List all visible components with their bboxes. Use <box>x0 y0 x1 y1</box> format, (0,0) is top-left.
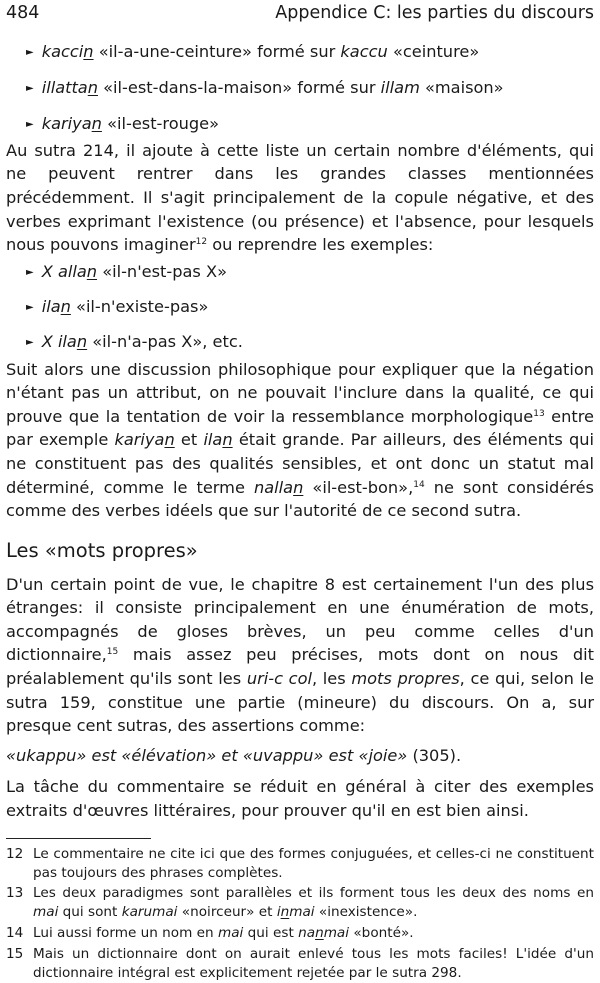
gloss: «il-est-rouge» <box>107 114 219 134</box>
list-item <box>26 112 594 137</box>
triangle-bullet-icon: ► <box>26 301 34 313</box>
base-term: illam <box>380 78 420 98</box>
term: X allan <box>41 261 98 281</box>
footnote-ref: 15 <box>106 647 119 658</box>
gloss: «il-a-une-ceinture» formé sur <box>98 42 336 61</box>
triangle-bullet-icon: ► <box>26 336 34 348</box>
triangle-bullet-icon: ► <box>26 47 34 58</box>
running-head <box>6 0 594 40</box>
footnote-ref: 12 <box>195 237 208 248</box>
footnotes <box>6 845 594 983</box>
list-item <box>26 295 594 320</box>
paragraph: Au sutra 214, il ajoute à cette liste un certain nombre d'éléments, qui ne peuvent rentrer dans les grandes classes mentionnées précédemment. Il s'agit principalement de la copule négative, et des verbes exprimant l'existence (ou présence) et l'absence, pour lesquels nous pouvons imaginer$^{12}$ ou reprendre les exemples: <box>6 140 594 255</box>
paragraph: Suit alors une discussion philosophique pour expliquer que la négation n'étant pas un attribut, on ne pouvait l'inclure dans la qualité, ce qui prouve que la tentation de voir la ressemblance morphologique$^{13}$ entre par exemple kariyan et ilan était grande. Par ailleurs, des éléments qui ne constituent pas des qualités sensibles, et ont donc un statut mal déterminé, comme le terme nallan «il-est-bon»,$^{14}$ ne sont considérés comme des verbes idéels que sur l'autorité de ce second sutra. <box>6 359 594 521</box>
example-list-1 <box>6 40 594 137</box>
gloss: «il-n'est-pas X» <box>97 261 227 281</box>
footnote: 14 Lui aussi forme un nom en mai qui est nanmai «bonté». <box>6 925 414 941</box>
term: kariyan <box>41 114 102 134</box>
paragraph: D'un certain point de vue, le chapitre 8 est certainement l'un des plus étranges: il consiste principalement en une énumération de mots, accompagnés de gloses brèves, un peu comme celles d'un dictionnaire,$^{15}$ mais assez peu précises, mots dont on nous dit préalablement qu'ils sont les uri-c col, les mots propres, ce qui, selon le sutra 159, constitue une partie (mineure) du discours. On a, sur presque cent sutras, des assertions comme: <box>6 574 594 736</box>
example-quote: «ukappu» est «élévation» et «uvappu» est «joie» (305). <box>6 745 462 765</box>
footnote: 12 Le commentaire ne cite ici que des formes conjuguées, et celles-ci ne constituent pas toujours des phrases complètes. <box>6 845 594 881</box>
base-gloss: «ceinture» <box>392 42 480 61</box>
base-gloss: «maison» <box>425 78 504 98</box>
footnote-ref: 13 <box>533 408 545 419</box>
term: ilan <box>41 296 71 316</box>
term: X ilan <box>41 331 88 351</box>
running-title: Appendice C: les parties du discours <box>275 3 594 23</box>
example-list-2 <box>6 260 594 355</box>
page-number: 484 <box>6 3 40 23</box>
term: illattan <box>41 78 98 98</box>
section-title: Les «mots propres» <box>6 538 198 562</box>
paragraph: La tâche du commentaire se réduit en général à citer des exemples extraits d'œuvres littéraires, pour prouver qu'il en est bien ainsi. <box>6 777 594 821</box>
gloss: «il-est-dans-la-maison» formé sur <box>103 78 376 98</box>
term: kaccin <box>41 42 94 61</box>
list-item <box>26 330 594 355</box>
base-term: kaccu <box>340 42 388 61</box>
list-item <box>26 40 594 65</box>
list-item <box>26 76 594 101</box>
triangle-bullet-icon: ► <box>26 266 34 278</box>
footnote-ref: 14 <box>413 479 425 490</box>
gloss: «il-n'existe-pas» <box>70 296 209 316</box>
footnote: 15 Mais un dictionnaire dont on aurait enlevé tous les mots faciles! L'idée d'un dictionnaire intégral est explicitement rejetée par le sutra 298. <box>6 945 594 981</box>
list-item <box>26 260 594 285</box>
footnote: 13 Les deux paradigmes sont parallèles et ils forment tous les deux des noms en mai qui sont karumai «noirceur» et inmai «inexistence». <box>6 885 594 921</box>
triangle-bullet-icon: ► <box>26 83 34 95</box>
footnote-divider <box>6 838 151 839</box>
gloss: «il-n'a-pas X», etc. <box>87 331 243 351</box>
triangle-bullet-icon: ► <box>26 119 34 131</box>
